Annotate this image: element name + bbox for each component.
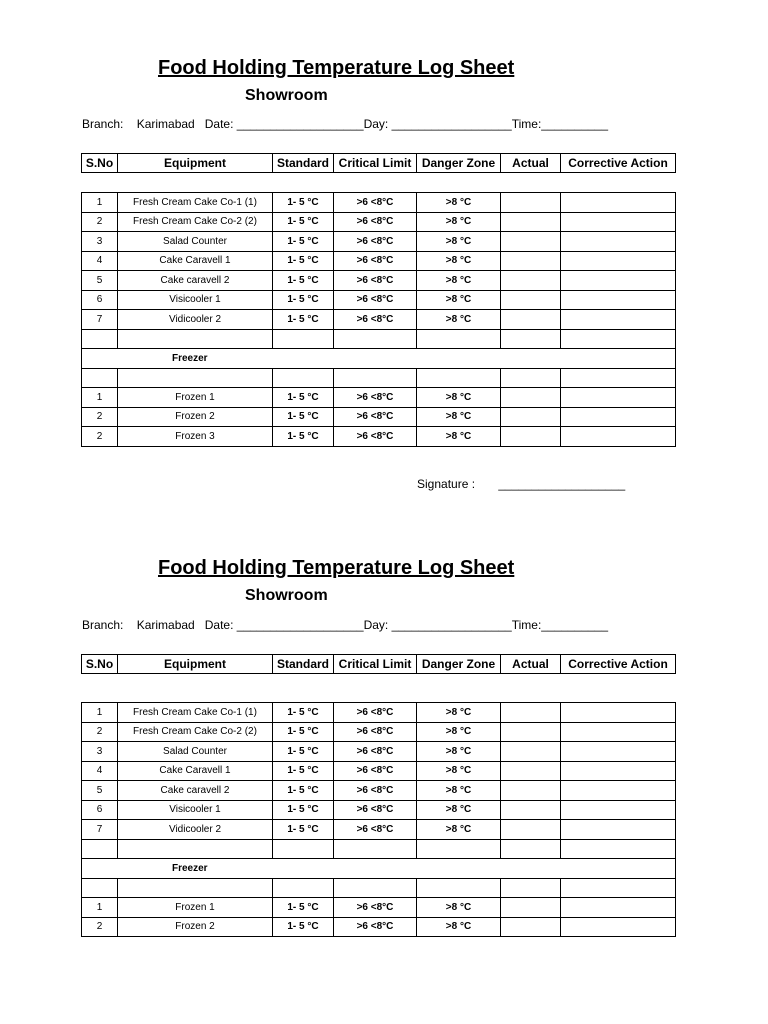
cell-critical-limit: >6 <8°C <box>334 703 417 723</box>
cell-danger-zone: >8 °C <box>417 427 501 447</box>
table-row <box>82 388 676 408</box>
cell-actual[interactable] <box>501 820 561 840</box>
cell-equipment: Visicooler 1 <box>118 800 273 820</box>
col-critical-limit: Critical Limit <box>334 655 417 674</box>
cell-actual[interactable] <box>501 271 561 291</box>
cell-equipment: Fresh Cream Cake Co-2 (2) <box>118 722 273 742</box>
time-field[interactable]: Time:__________ <box>511 618 609 632</box>
freezer-label: Freezer <box>82 859 676 879</box>
table-row <box>82 193 676 213</box>
cell-sno: 4 <box>82 251 118 271</box>
cell-actual[interactable] <box>501 722 561 742</box>
cell-critical-limit: >6 <8°C <box>334 917 417 937</box>
cell-equipment: Fresh Cream Cake Co-1 (1) <box>118 703 273 723</box>
cell-corrective-action[interactable] <box>561 193 676 213</box>
col-corrective-action: Corrective Action <box>561 154 676 173</box>
table-row <box>82 427 676 447</box>
cell-equipment: Fresh Cream Cake Co-2 (2) <box>118 212 273 232</box>
cell-sno: 5 <box>82 781 118 801</box>
cell-standard: 1- 5 °C <box>273 232 334 252</box>
cell-corrective-action[interactable] <box>561 290 676 310</box>
cell-danger-zone: >8 °C <box>417 898 501 918</box>
col-corrective-action: Corrective Action <box>561 655 676 674</box>
cell-critical-limit: >6 <8°C <box>334 722 417 742</box>
table-row <box>82 271 676 291</box>
cell-actual[interactable] <box>501 290 561 310</box>
cell-equipment: Vidicooler 2 <box>118 310 273 330</box>
cell-corrective-action[interactable] <box>561 703 676 723</box>
cell-standard: 1- 5 °C <box>273 820 334 840</box>
cell-corrective-action[interactable] <box>561 800 676 820</box>
cell-equipment: Cake Caravell 1 <box>118 251 273 271</box>
cell-sno: 1 <box>82 703 118 723</box>
col-sno: S.No <box>82 154 118 173</box>
cell-standard: 1- 5 °C <box>273 898 334 918</box>
table-row <box>82 820 676 840</box>
freezer-section-row <box>82 859 676 879</box>
cell-danger-zone: >8 °C <box>417 232 501 252</box>
log-table <box>81 702 676 937</box>
date-field[interactable]: Date: ___________________ <box>204 117 364 131</box>
cell-sno: 5 <box>82 271 118 291</box>
signature-line[interactable]: Signature : ___________________ <box>417 477 626 491</box>
cell-corrective-action[interactable] <box>561 388 676 408</box>
cell-danger-zone: >8 °C <box>417 820 501 840</box>
cell-danger-zone: >8 °C <box>417 781 501 801</box>
cell-critical-limit: >6 <8°C <box>334 290 417 310</box>
cell-equipment: Salad Counter <box>118 742 273 762</box>
log-table <box>81 192 676 447</box>
cell-danger-zone: >8 °C <box>417 761 501 781</box>
cell-standard: 1- 5 °C <box>273 407 334 427</box>
cell-corrective-action[interactable] <box>561 310 676 330</box>
table-row <box>82 703 676 723</box>
sheet-subtitle: Showroom <box>245 587 328 604</box>
cell-equipment: Fresh Cream Cake Co-1 (1) <box>118 193 273 213</box>
blank-row <box>82 368 676 388</box>
blank-row <box>82 878 676 898</box>
table-row <box>82 310 676 330</box>
branch-value: Karimabad <box>136 618 195 632</box>
day-field[interactable]: Day: __________________ <box>363 618 512 632</box>
cell-corrective-action[interactable] <box>561 742 676 762</box>
table-row <box>82 232 676 252</box>
cell-danger-zone: >8 °C <box>417 800 501 820</box>
table-row <box>82 781 676 801</box>
table-row <box>82 742 676 762</box>
sheet-meta <box>82 618 608 632</box>
chiller-rows <box>82 703 676 840</box>
table-row <box>82 898 676 918</box>
col-actual: Actual <box>501 154 561 173</box>
cell-standard: 1- 5 °C <box>273 251 334 271</box>
cell-actual[interactable] <box>501 212 561 232</box>
cell-standard: 1- 5 °C <box>273 310 334 330</box>
chiller-rows <box>82 193 676 330</box>
cell-sno: 3 <box>82 742 118 762</box>
cell-actual[interactable] <box>501 427 561 447</box>
sheet-meta <box>82 117 608 131</box>
cell-corrective-action[interactable] <box>561 251 676 271</box>
cell-standard: 1- 5 °C <box>273 800 334 820</box>
cell-critical-limit: >6 <8°C <box>334 800 417 820</box>
cell-equipment: Visicooler 1 <box>118 290 273 310</box>
cell-sno: 7 <box>82 310 118 330</box>
cell-corrective-action[interactable] <box>561 898 676 918</box>
header-table <box>81 153 676 173</box>
cell-critical-limit: >6 <8°C <box>334 898 417 918</box>
cell-actual[interactable] <box>501 761 561 781</box>
cell-sno: 6 <box>82 290 118 310</box>
cell-danger-zone: >8 °C <box>417 722 501 742</box>
cell-critical-limit: >6 <8°C <box>334 251 417 271</box>
table-row <box>82 722 676 742</box>
col-equipment: Equipment <box>118 154 273 173</box>
cell-danger-zone: >8 °C <box>417 290 501 310</box>
cell-actual[interactable] <box>501 193 561 213</box>
freezer-label: Freezer <box>82 349 676 369</box>
cell-equipment: Frozen 2 <box>118 407 273 427</box>
branch-label: Branch: <box>82 117 124 131</box>
cell-corrective-action[interactable] <box>561 722 676 742</box>
blank-row <box>82 839 676 859</box>
cell-standard: 1- 5 °C <box>273 271 334 291</box>
time-field[interactable]: Time:__________ <box>511 117 609 131</box>
cell-corrective-action[interactable] <box>561 761 676 781</box>
cell-equipment: Cake Caravell 1 <box>118 761 273 781</box>
table-row <box>82 290 676 310</box>
table-row <box>82 761 676 781</box>
col-danger-zone: Danger Zone <box>417 154 501 173</box>
table-row <box>82 917 676 937</box>
col-sno: S.No <box>82 655 118 674</box>
header-row <box>82 154 676 173</box>
cell-critical-limit: >6 <8°C <box>334 212 417 232</box>
cell-actual[interactable] <box>501 703 561 723</box>
cell-sno: 3 <box>82 232 118 252</box>
col-standard: Standard <box>273 655 334 674</box>
col-actual: Actual <box>501 655 561 674</box>
cell-critical-limit: >6 <8°C <box>334 742 417 762</box>
col-danger-zone: Danger Zone <box>417 655 501 674</box>
cell-standard: 1- 5 °C <box>273 722 334 742</box>
cell-actual[interactable] <box>501 742 561 762</box>
col-equipment: Equipment <box>118 655 273 674</box>
date-field[interactable]: Date: ___________________ <box>204 618 364 632</box>
cell-actual[interactable] <box>501 251 561 271</box>
cell-danger-zone: >8 °C <box>417 742 501 762</box>
cell-danger-zone: >8 °C <box>417 388 501 408</box>
cell-equipment: Cake caravell 2 <box>118 781 273 801</box>
cell-sno: 2 <box>82 427 118 447</box>
cell-corrective-action[interactable] <box>561 917 676 937</box>
cell-standard: 1- 5 °C <box>273 193 334 213</box>
cell-danger-zone: >8 °C <box>417 271 501 291</box>
cell-critical-limit: >6 <8°C <box>334 820 417 840</box>
day-field[interactable]: Day: __________________ <box>363 117 512 131</box>
cell-critical-limit: >6 <8°C <box>334 761 417 781</box>
sheet-title: Food Holding Temperature Log Sheet <box>158 557 515 579</box>
sheet-subtitle: Showroom <box>245 87 328 104</box>
cell-danger-zone: >8 °C <box>417 310 501 330</box>
header-row <box>82 655 676 674</box>
cell-corrective-action[interactable] <box>561 212 676 232</box>
cell-equipment: Frozen 3 <box>118 427 273 447</box>
cell-standard: 1- 5 °C <box>273 703 334 723</box>
cell-actual[interactable] <box>501 407 561 427</box>
cell-critical-limit: >6 <8°C <box>334 407 417 427</box>
cell-actual[interactable] <box>501 917 561 937</box>
col-standard: Standard <box>273 154 334 173</box>
cell-sno: 1 <box>82 388 118 408</box>
cell-danger-zone: >8 °C <box>417 193 501 213</box>
sheet-title: Food Holding Temperature Log Sheet <box>158 57 515 79</box>
cell-critical-limit: >6 <8°C <box>334 427 417 447</box>
cell-critical-limit: >6 <8°C <box>334 271 417 291</box>
cell-standard: 1- 5 °C <box>273 761 334 781</box>
cell-corrective-action[interactable] <box>561 232 676 252</box>
cell-corrective-action[interactable] <box>561 271 676 291</box>
cell-equipment: Frozen 1 <box>118 898 273 918</box>
cell-corrective-action[interactable] <box>561 781 676 801</box>
cell-critical-limit: >6 <8°C <box>334 388 417 408</box>
cell-standard: 1- 5 °C <box>273 388 334 408</box>
header-table <box>81 654 676 674</box>
cell-actual[interactable] <box>501 232 561 252</box>
cell-sno: 2 <box>82 722 118 742</box>
cell-standard: 1- 5 °C <box>273 290 334 310</box>
cell-sno: 2 <box>82 212 118 232</box>
freezer-rows <box>82 898 676 937</box>
cell-danger-zone: >8 °C <box>417 407 501 427</box>
cell-sno: 7 <box>82 820 118 840</box>
table-row <box>82 212 676 232</box>
table-row <box>82 800 676 820</box>
cell-sno: 6 <box>82 800 118 820</box>
cell-equipment: Vidicooler 2 <box>118 820 273 840</box>
table-row <box>82 407 676 427</box>
cell-equipment: Cake caravell 2 <box>118 271 273 291</box>
branch-value: Karimabad <box>136 117 195 131</box>
cell-standard: 1- 5 °C <box>273 742 334 762</box>
blank-row <box>82 329 676 349</box>
cell-actual[interactable] <box>501 781 561 801</box>
cell-standard: 1- 5 °C <box>273 212 334 232</box>
branch-label: Branch: <box>82 618 124 632</box>
cell-danger-zone: >8 °C <box>417 212 501 232</box>
cell-equipment: Frozen 2 <box>118 917 273 937</box>
cell-sno: 1 <box>82 193 118 213</box>
cell-sno: 4 <box>82 761 118 781</box>
cell-actual[interactable] <box>501 310 561 330</box>
cell-sno: 1 <box>82 898 118 918</box>
freezer-section-row <box>82 349 676 369</box>
cell-equipment: Frozen 1 <box>118 388 273 408</box>
cell-actual[interactable] <box>501 388 561 408</box>
cell-sno: 2 <box>82 407 118 427</box>
cell-danger-zone: >8 °C <box>417 251 501 271</box>
col-critical-limit: Critical Limit <box>334 154 417 173</box>
cell-corrective-action[interactable] <box>561 820 676 840</box>
cell-corrective-action[interactable] <box>561 407 676 427</box>
cell-critical-limit: >6 <8°C <box>334 310 417 330</box>
cell-critical-limit: >6 <8°C <box>334 232 417 252</box>
cell-equipment: Salad Counter <box>118 232 273 252</box>
cell-actual[interactable] <box>501 800 561 820</box>
cell-corrective-action[interactable] <box>561 427 676 447</box>
cell-danger-zone: >8 °C <box>417 917 501 937</box>
freezer-rows <box>82 388 676 447</box>
cell-sno: 2 <box>82 917 118 937</box>
cell-standard: 1- 5 °C <box>273 427 334 447</box>
cell-critical-limit: >6 <8°C <box>334 781 417 801</box>
table-row <box>82 251 676 271</box>
cell-actual[interactable] <box>501 898 561 918</box>
cell-danger-zone: >8 °C <box>417 703 501 723</box>
cell-standard: 1- 5 °C <box>273 917 334 937</box>
cell-standard: 1- 5 °C <box>273 781 334 801</box>
cell-critical-limit: >6 <8°C <box>334 193 417 213</box>
